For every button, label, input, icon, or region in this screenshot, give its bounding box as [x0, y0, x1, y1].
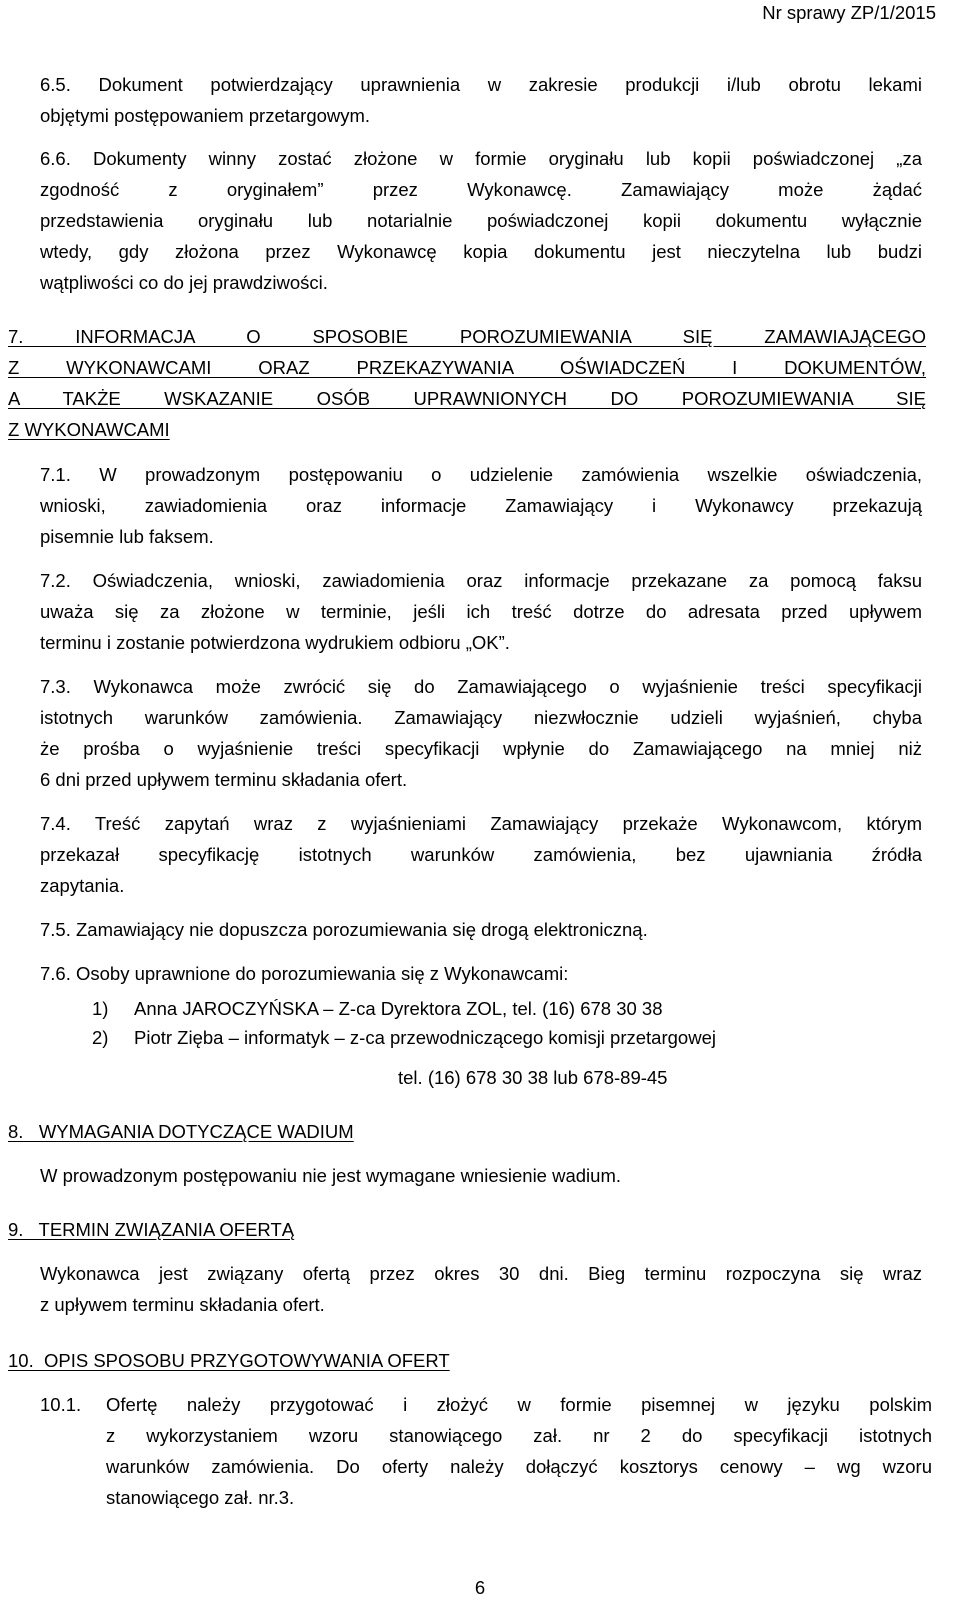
paragraph-7-6 [40, 958, 922, 989]
heading-line: A TAKŻE WSKAZANIE OSÓB UPRAWNIONYCH DO POROZUMIEWANIA SIĘ [8, 388, 926, 409]
text-line: 7.5. Zamawiający nie dopuszcza porozumiewania się drogą elektroniczną. [40, 919, 648, 940]
text-line: uważa się za złożone w terminie, jeśli ich treść dotrze do adresata przed upływem [40, 601, 922, 622]
person-phone: tel. (16) 678 30 38 lub 678-89-45 [398, 1067, 668, 1088]
text-line: 7.3. Wykonawca może zwrócić się do Zamawiającego o wyjaśnienie treści specyfikacji [40, 676, 922, 697]
section-7-heading [8, 321, 926, 445]
section-9-text [40, 1258, 922, 1320]
person-text: Piotr Zięba – informatyk – z-ca przewodniczącego komisji przetargowej [134, 1027, 716, 1048]
text-line: 7.1. W prowadzonym postępowaniu o udzielenie zamówienia wszelkie oświadczenia, [40, 464, 922, 485]
text-line: przekazał specyfikację istotnych warunków zamówienia, bez ujawniania źródła [40, 844, 922, 865]
section-9-heading: 9. TERMIN ZWIĄZANIA OFERTĄ [8, 1219, 295, 1240]
section-10-heading: 10. OPIS SPOSOBU PRZYGOTOWYWANIA OFERT [8, 1350, 450, 1371]
person-text: Anna JAROCZYŃSKA – Z-ca Dyrektora ZOL, tel. (16) 678 30 38 [134, 998, 663, 1019]
text-line: zgodność z oryginałem” przez Wykonawcę. Zamawiający może żądać [40, 179, 922, 200]
list-item [92, 994, 716, 1023]
text-line: 7.2. Oświadczenia, wnioski, zawiadomienia oraz informacje przekazane za pomocą faksu [40, 570, 922, 591]
text-line: 6.6. Dokumenty winny zostać złożone w formie oryginału lub kopii poświadczonej „za [40, 148, 922, 169]
text-line: wątpliwości co do jej prawdziwości. [40, 272, 328, 293]
heading-line: Z WYKONAWCAMI ORAZ PRZEKAZYWANIA OŚWIADCZEŃ I DOKUMENTÓW, [8, 357, 926, 378]
paragraph-7-2 [40, 565, 922, 658]
text-line: 7.6. Osoby uprawnione do porozumiewania się z Wykonawcami: [40, 963, 569, 984]
heading-line: Z WYKONAWCAMI [8, 419, 170, 440]
case-number: Nr sprawy ZP/1/2015 [762, 2, 936, 23]
text-line: Ofertę należy przygotować i złożyć w formie pisemnej w języku polskim [106, 1394, 932, 1415]
text-line: przedstawienia oryginału lub notarialnie poświadczonej kopii dokumentu wyłącznie [40, 210, 922, 231]
paragraph-7-4 [40, 808, 922, 901]
text-line: istotnych warunków zamówienia. Zamawiający niezwłocznie udzieli wyjaśnień, chyba [40, 707, 922, 728]
text-line: z wykorzystaniem wzoru stanowiącego zał. nr 2 do specyfikacji istotnych [106, 1425, 932, 1446]
section-8-heading: 8. WYMAGANIA DOTYCZĄCE WADIUM [8, 1121, 354, 1142]
text-line: z upływem terminu składania ofert. [40, 1294, 325, 1315]
text-line: 6 dni przed upływem terminu składania ofert. [40, 769, 408, 790]
text-line: wtedy, gdy złożona przez Wykonawcę kopia dokumentu jest nieczytelna lub budzi [40, 241, 922, 262]
text-line: terminu i zostanie potwierdzona wydrukiem odbioru „OK”. [40, 632, 510, 653]
text-line: stanowiącego zał. nr.3. [106, 1487, 295, 1508]
list-number: 2) [92, 1027, 109, 1048]
text-line: objętymi postępowaniem przetargowym. [40, 105, 371, 126]
text-line: 6.5. Dokument potwierdzający uprawnienia w zakresie produkcji i/lub obrotu lekami [40, 74, 922, 95]
section-8-text: W prowadzonym postępowaniu nie jest wymagane wniesienie wadium. [40, 1165, 621, 1186]
list-number: 1) [92, 998, 109, 1019]
paragraph-6-6 [40, 143, 922, 298]
text-line: Wykonawca jest związany ofertą przez okres 30 dni. Bieg terminu rozpoczyna się wraz [40, 1263, 922, 1284]
paragraph-10-1 [106, 1389, 932, 1513]
text-line: że prośba o wyjaśnienie treści specyfikacji wpłynie do Zamawiającego na mniej niż [40, 738, 922, 759]
text-line: pisemnie lub faksem. [40, 526, 214, 547]
paragraph-6-5 [40, 69, 922, 131]
list-item [92, 1023, 716, 1052]
text-line: 7.4. Treść zapytań wraz z wyjaśnieniami Zamawiający przekaże Wykonawcom, którym [40, 813, 922, 834]
paragraph-7-1 [40, 459, 922, 552]
paragraph-number: 10.1. [40, 1394, 82, 1415]
page-number: 6 [474, 1577, 486, 1598]
text-line: wnioski, zawiadomienia oraz informacje Zamawiający i Wykonawcy przekazują [40, 495, 922, 516]
heading-line: 7. INFORMACJA O SPOSOBIE POROZUMIEWANIA SIĘ ZAMAWIAJĄCEGO [8, 326, 926, 347]
paragraph-7-5 [40, 914, 922, 945]
paragraph-7-3 [40, 671, 922, 795]
authorized-persons-list [92, 994, 716, 1052]
text-line: zapytania. [40, 875, 125, 896]
text-line: warunków zamówienia. Do oferty należy dołączyć kosztorys cenowy – wg wzoru [106, 1456, 932, 1477]
